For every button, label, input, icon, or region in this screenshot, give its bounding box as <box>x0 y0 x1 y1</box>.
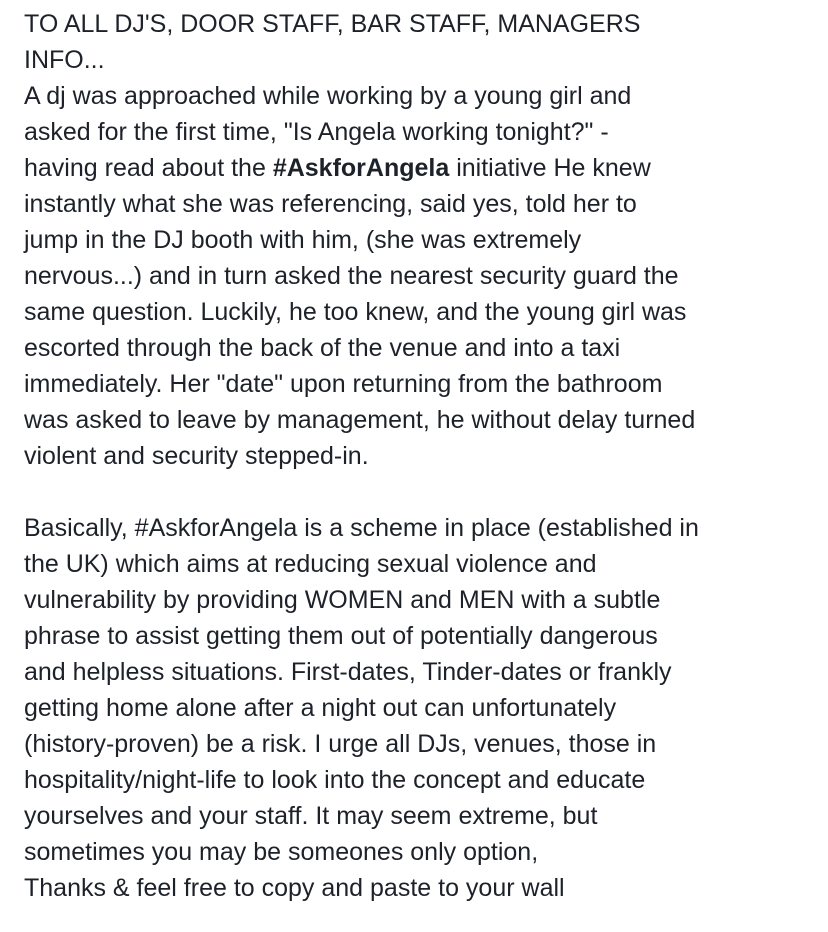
hashtag-link[interactable]: #AskforAngela <box>272 154 450 182</box>
paragraph-1-text-start: A dj was approached while working by a young girl and asked for the first time, "Is Angela working tonight?" - having read about the <box>24 82 632 182</box>
post-heading-line-2: INFO... <box>24 46 105 74</box>
paragraph-1-text-end: initiative He knew instantly what she was referencing, said yes, told her to jump in the DJ booth with him, (she was extremely nervous...) and in turn asked the nearest security guard the same question. Luckily, he too knew, and the young girl was escorted through the back of the venue and into a taxi immediately. Her "date" upon returning from the bathroom was asked to leave by management, he without delay turned violent and security stepped-in. <box>24 154 696 470</box>
post-body <box>24 6 824 906</box>
paragraph-2: Basically, #AskforAngela is a scheme in place (established in the UK) which aims at reducing sexual violence and vulnerability by providing WOMEN and MEN with a subtle phrase to assist getting them out of potentially dangerous and helpless situations. First-dates, Tinder-dates or frankly getting home alone after a night out can unfortunately (history-proven) be a risk. I urge all DJs, venues, those in hospitality/night-life to look into the concept and educate yourselves and your staff. It may seem extreme, but sometimes you may be someones only option, Thanks & feel free to copy and paste to your wall <box>24 514 699 902</box>
post-heading <box>24 6 824 474</box>
post-heading-line-1: TO ALL DJ'S, DOOR STAFF, BAR STAFF, MANAGERS <box>24 10 641 38</box>
